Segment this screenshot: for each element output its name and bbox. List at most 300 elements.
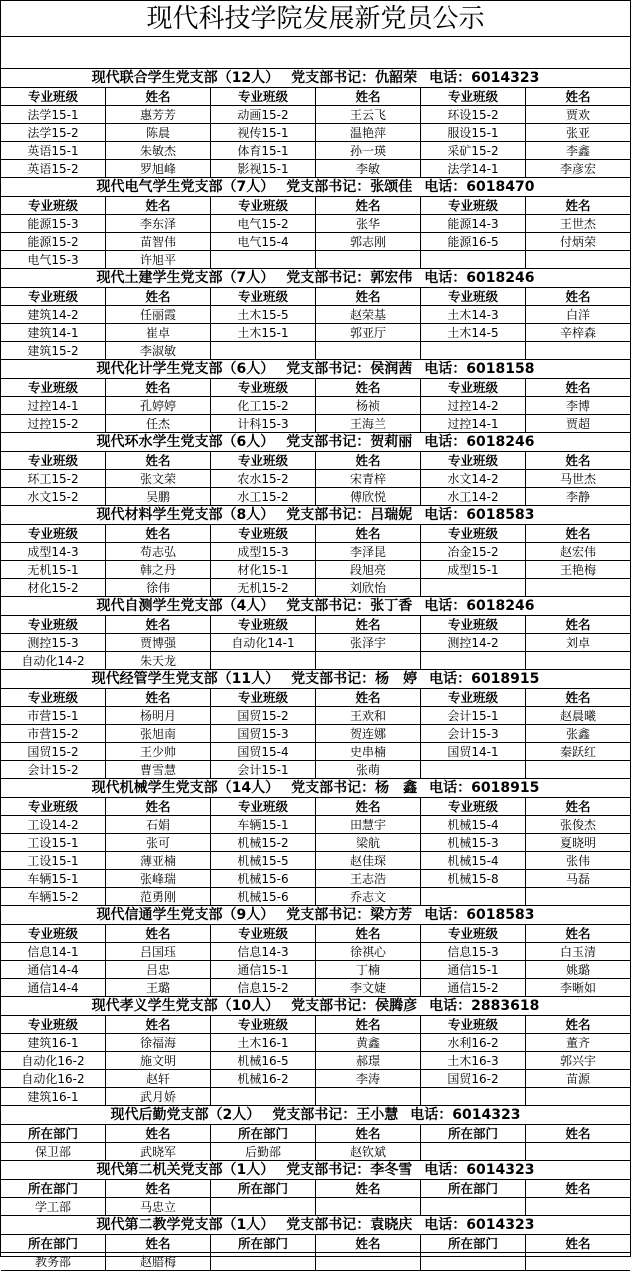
cell-name	[526, 251, 630, 269]
cell-name: 史串楠	[316, 743, 421, 761]
cell-name: 张伟	[565, 854, 590, 868]
column-header-name: 姓名	[316, 379, 421, 397]
column-header-row	[1, 525, 630, 543]
cell-name: 惠芳芳	[106, 106, 211, 124]
column-header-class: 专业班级	[211, 925, 316, 943]
cell-name	[316, 251, 421, 269]
cell-name: 董齐	[565, 1036, 590, 1050]
branch-secretary: 党支部书记：王小慧	[272, 1107, 399, 1123]
column-header-class: 专业班级	[1, 1016, 106, 1034]
cell-class: 工设14-2	[1, 816, 106, 834]
cell-class: 机械16-2	[211, 1070, 316, 1088]
column-header-class: 专业班级	[421, 88, 526, 106]
cell-class: 建筑14-2	[1, 306, 106, 324]
column-header-name: 姓名	[316, 798, 421, 816]
cell-class	[421, 1143, 526, 1161]
cell-name: 苗源	[565, 1072, 590, 1086]
branch-phone: 电话：2883618	[429, 998, 540, 1014]
cell-class: 通信15-1	[421, 961, 526, 979]
branch-secretary: 党支部书记：仇韶荣	[291, 70, 418, 86]
cell-name: 贾欢	[565, 108, 590, 122]
column-header-name: 姓名	[106, 1016, 211, 1034]
branch-name: 现代化计学生党支部（6人）	[96, 361, 275, 377]
cell-class: 英语15-2	[1, 160, 106, 178]
table-row	[1, 707, 630, 725]
cell-name: 武晓军	[106, 1143, 211, 1161]
column-header-name: 姓名	[316, 88, 421, 106]
cell-class: 国贸14-1	[421, 743, 526, 761]
cell-class: 信息14-3	[211, 943, 316, 961]
column-header-class: 专业班级	[1, 288, 106, 306]
table-row	[1, 579, 630, 597]
cell-name	[316, 1198, 421, 1216]
cell-class	[211, 1253, 316, 1271]
cell-name: 王艳梅	[559, 563, 596, 577]
column-header-name: 姓名	[106, 925, 211, 943]
column-header-class: 专业班级	[421, 452, 526, 470]
cell-name: 张华	[316, 215, 421, 233]
column-header-row	[1, 689, 630, 707]
cell-name: 苗智伟	[106, 233, 211, 251]
cell-name: 李敏	[316, 160, 421, 178]
cell-class: 通信15-2	[421, 979, 526, 997]
table-row	[1, 342, 630, 360]
column-header-name: 姓名	[316, 197, 421, 215]
column-header-class: 专业班级	[211, 288, 316, 306]
column-header-name: 姓名	[565, 690, 591, 705]
cell-name	[526, 888, 630, 906]
cell-name: 王璐	[106, 979, 211, 997]
column-header-class: 专业班级	[211, 88, 316, 106]
column-header-row	[1, 798, 630, 816]
table-row	[1, 215, 630, 233]
branch-heading	[1, 1216, 630, 1235]
column-header-class: 专业班级	[1, 689, 106, 707]
cell-class: 环设15-2	[421, 106, 526, 124]
cell-name: 赵轩	[106, 1070, 211, 1088]
cell-class: 无机15-2	[211, 579, 316, 597]
cell-name: 张泽宇	[316, 634, 421, 652]
column-header-class: 所在部门	[211, 1125, 316, 1143]
cell-name: 温艳萍	[316, 124, 421, 142]
column-header-class: 所在部门	[211, 1180, 316, 1198]
blank-row	[1, 37, 630, 69]
table-row	[1, 106, 630, 124]
cell-class	[211, 251, 316, 269]
cell-class: 环工15-2	[1, 470, 106, 488]
cell-class: 学工部	[1, 1198, 106, 1216]
column-header-class: 专业班级	[421, 925, 526, 943]
cell-class: 建筑15-2	[1, 342, 106, 360]
cell-name: 薄亚楠	[106, 852, 211, 870]
cell-name: 田慧宇	[316, 816, 421, 834]
table-row	[1, 251, 630, 269]
column-header-name: 姓名	[316, 288, 421, 306]
branch-heading	[1, 69, 630, 88]
table-row	[1, 979, 630, 997]
column-header-name: 姓名	[316, 616, 421, 634]
branch-heading	[1, 269, 630, 288]
cell-name: 朱敏杰	[106, 142, 211, 160]
cell-class	[421, 579, 526, 597]
table-row	[1, 415, 630, 433]
cell-class: 体育15-1	[211, 142, 316, 160]
branch-phone: 电话：6018470	[424, 179, 535, 195]
cell-name: 王世杰	[559, 217, 596, 231]
column-header-class: 专业班级	[421, 1016, 526, 1034]
cell-class: 土木14-5	[421, 324, 526, 342]
branch-name: 现代联合学生党支部（12人）	[91, 70, 280, 86]
table-row	[1, 834, 630, 852]
cell-name: 宋青梓	[316, 470, 421, 488]
cell-class	[421, 1253, 526, 1271]
cell-class: 计科15-3	[211, 415, 316, 433]
column-header-class: 专业班级	[211, 689, 316, 707]
cell-class: 土木14-3	[421, 306, 526, 324]
cell-name: 张鑫	[565, 727, 590, 741]
cell-class: 采矿15-2	[421, 142, 526, 160]
branch-phone: 电话：6018246	[424, 598, 535, 614]
column-header-name: 姓名	[106, 689, 211, 707]
cell-class: 国贸16-2	[421, 1070, 526, 1088]
table-row	[1, 961, 630, 979]
branch-name: 现代第二机关党支部（1人）	[96, 1162, 275, 1178]
cell-name: 梁航	[316, 834, 421, 852]
table-row	[1, 743, 630, 761]
column-header-name: 姓名	[106, 288, 211, 306]
branch-heading	[1, 1106, 630, 1125]
branch-heading	[1, 670, 630, 689]
cell-name	[526, 579, 630, 597]
cell-name: 崔卓	[106, 324, 211, 342]
cell-name: 马世杰	[559, 472, 596, 486]
column-header-name: 姓名	[565, 1017, 591, 1032]
cell-name: 丁楠	[316, 961, 421, 979]
cell-class: 国贸15-4	[211, 743, 316, 761]
table-row	[1, 1253, 630, 1271]
column-header-row	[1, 1016, 630, 1034]
column-header-class: 专业班级	[211, 452, 316, 470]
table-row	[1, 1052, 630, 1070]
cell-class: 法学15-1	[1, 106, 106, 124]
branch-heading	[1, 597, 630, 616]
column-header-class: 专业班级	[211, 616, 316, 634]
cell-name: 朱天龙	[106, 652, 211, 670]
cell-name: 李文婕	[316, 979, 421, 997]
cell-name: 王云飞	[316, 106, 421, 124]
cell-name: 王海兰	[316, 415, 421, 433]
branch-phone: 电话：6018246	[424, 270, 535, 286]
cell-class: 冶金15-2	[421, 543, 526, 561]
column-header-class: 专业班级	[1, 452, 106, 470]
table-row	[1, 543, 630, 561]
branch-heading	[1, 506, 630, 525]
column-header-row	[1, 1180, 630, 1198]
column-header-class: 专业班级	[1, 925, 106, 943]
column-header-name: 姓名	[106, 525, 211, 543]
column-header-class: 专业班级	[1, 798, 106, 816]
column-header-class: 专业班级	[211, 197, 316, 215]
cell-class: 国贸15-2	[211, 707, 316, 725]
cell-name: 郭亚厅	[316, 324, 421, 342]
cell-class: 车辆15-2	[1, 888, 106, 906]
cell-class: 国贸15-2	[1, 743, 106, 761]
branch-phone: 电话：6014323	[424, 1162, 535, 1178]
branch-name: 现代信通学生党支部（9人）	[96, 907, 275, 923]
cell-class: 工设15-1	[1, 834, 106, 852]
cell-class: 电气15-4	[211, 233, 316, 251]
branch-phone: 电话：6014323	[410, 1107, 521, 1123]
cell-class: 信息14-1	[1, 943, 106, 961]
branch-phone: 电话：6014323	[429, 70, 540, 86]
table-row	[1, 816, 630, 834]
table-row	[1, 142, 630, 160]
table-row	[1, 561, 630, 579]
cell-name	[316, 342, 421, 360]
cell-class: 无机15-1	[1, 561, 106, 579]
column-header-name: 姓名	[565, 926, 591, 941]
branch-name: 现代经管学生党支部（11人）	[91, 671, 280, 687]
column-header-row	[1, 616, 630, 634]
branch-phone: 电话：6018158	[424, 361, 535, 377]
cell-name: 张萌	[316, 761, 421, 779]
cell-class: 自动化16-2	[1, 1070, 106, 1088]
column-header-name: 姓名	[106, 616, 211, 634]
cell-class: 通信14-4	[1, 961, 106, 979]
cell-class: 过控14-1	[1, 397, 106, 415]
column-header-name: 姓名	[565, 198, 591, 213]
cell-name: 段旭亮	[316, 561, 421, 579]
cell-name	[526, 1143, 630, 1161]
table-row	[1, 1034, 630, 1052]
cell-name: 吕忠	[106, 961, 211, 979]
cell-name: 李淑敏	[106, 342, 211, 360]
cell-class	[421, 1088, 526, 1106]
cell-class	[421, 652, 526, 670]
table-row	[1, 634, 630, 652]
branch-secretary: 党支部书记：张颂佳	[286, 179, 413, 195]
cell-name: 李鑫	[565, 144, 590, 158]
cell-name: 郝璟	[316, 1052, 421, 1070]
cell-name	[526, 342, 630, 360]
cell-name: 李博	[565, 399, 590, 413]
cell-class: 法学15-2	[1, 124, 106, 142]
branch-name: 现代土建学生党支部（7人）	[96, 270, 275, 286]
column-header-row	[1, 379, 630, 397]
column-header-name: 姓名	[565, 1181, 591, 1196]
column-header-class: 专业班级	[1, 88, 106, 106]
cell-class: 动画15-2	[211, 106, 316, 124]
cell-name: 许旭平	[106, 251, 211, 269]
column-header-name: 姓名	[565, 89, 591, 104]
column-header-name: 姓名	[316, 525, 421, 543]
branch-heading	[1, 1161, 630, 1180]
branch-heading	[1, 360, 630, 379]
cell-name: 王志浩	[316, 870, 421, 888]
column-header-name: 姓名	[106, 197, 211, 215]
cell-name: 李涛	[316, 1070, 421, 1088]
column-header-class: 专业班级	[421, 379, 526, 397]
branch-phone: 电话：6018583	[424, 907, 535, 923]
table-row	[1, 870, 630, 888]
cell-class: 市营15-2	[1, 725, 106, 743]
column-header-class: 专业班级	[421, 525, 526, 543]
cell-name: 张文荣	[106, 470, 211, 488]
cell-name: 李彦宏	[559, 162, 596, 176]
cell-name	[526, 1198, 630, 1216]
cell-name: 贾博强	[106, 634, 211, 652]
table-row	[1, 470, 630, 488]
cell-name: 陈晨	[106, 124, 211, 142]
cell-class	[421, 761, 526, 779]
cell-name: 张峰瑞	[106, 870, 211, 888]
cell-class: 视传15-1	[211, 124, 316, 142]
branch-secretary: 党支部书记：袁晓庆	[286, 1217, 413, 1233]
column-header-class: 专业班级	[1, 379, 106, 397]
column-header-name: 姓名	[565, 526, 591, 541]
cell-name: 施文明	[106, 1052, 211, 1070]
column-header-class: 专业班级	[1, 197, 106, 215]
table-row	[1, 233, 630, 251]
cell-name: 王欢和	[316, 707, 421, 725]
cell-name: 夏晓明	[559, 836, 596, 850]
cell-class	[421, 251, 526, 269]
table-row	[1, 1198, 630, 1216]
cell-class: 建筑16-1	[1, 1034, 106, 1052]
cell-class: 测控15-3	[1, 634, 106, 652]
cell-class: 水工15-2	[211, 488, 316, 506]
column-header-class: 所在部门	[421, 1180, 526, 1198]
column-header-name: 姓名	[565, 617, 591, 632]
table-row	[1, 1088, 630, 1106]
column-header-row	[1, 452, 630, 470]
cell-name: 赵钦斌	[316, 1143, 421, 1161]
column-header-name: 姓名	[106, 88, 211, 106]
cell-class: 电气15-3	[1, 251, 106, 269]
cell-name: 黄鑫	[316, 1034, 421, 1052]
column-header-name: 姓名	[316, 689, 421, 707]
column-header-class: 所在部门	[211, 1235, 316, 1253]
cell-class: 土木16-1	[211, 1034, 316, 1052]
table-row	[1, 761, 630, 779]
page-title: 现代科技学院发展新党员公示	[1, 1, 630, 37]
cell-class: 水文14-2	[421, 470, 526, 488]
cell-name: 贺连娜	[316, 725, 421, 743]
cell-class	[211, 342, 316, 360]
table-row	[1, 652, 630, 670]
column-header-class: 所在部门	[421, 1235, 526, 1253]
table-row	[1, 1070, 630, 1088]
cell-name: 马忠立	[106, 1198, 211, 1216]
column-header-name: 姓名	[106, 798, 211, 816]
cell-class: 机械15-8	[421, 870, 526, 888]
table-row	[1, 725, 630, 743]
cell-class: 水工14-2	[421, 488, 526, 506]
column-header-class: 所在部门	[1, 1235, 106, 1253]
cell-class: 会计15-1	[211, 761, 316, 779]
cell-name: 刘卓	[565, 636, 590, 650]
cell-class: 机械15-5	[211, 852, 316, 870]
column-header-name: 姓名	[316, 1180, 421, 1198]
cell-name: 王少帅	[106, 743, 211, 761]
branch-heading	[1, 779, 630, 798]
cell-name: 乔志文	[316, 888, 421, 906]
cell-class: 能源15-3	[1, 215, 106, 233]
cell-class	[211, 652, 316, 670]
cell-name: 孙一瑛	[316, 142, 421, 160]
cell-class: 市营15-1	[1, 707, 106, 725]
column-header-row	[1, 288, 630, 306]
cell-name: 付炳荣	[559, 235, 596, 249]
cell-name: 张旭南	[106, 725, 211, 743]
cell-class: 通信15-1	[211, 961, 316, 979]
cell-class: 机械16-5	[211, 1052, 316, 1070]
cell-name: 辛梓森	[559, 326, 596, 340]
branch-secretary: 党支部书记：张丁香	[286, 598, 413, 614]
cell-class: 机械15-6	[211, 870, 316, 888]
cell-class: 教务部	[1, 1253, 106, 1271]
cell-class: 成型15-1	[421, 561, 526, 579]
cell-class: 土木15-5	[211, 306, 316, 324]
branch-phone: 电话：6018915	[429, 671, 540, 687]
cell-class: 建筑16-1	[1, 1088, 106, 1106]
cell-name: 范勇刚	[106, 888, 211, 906]
cell-class: 会计15-3	[421, 725, 526, 743]
table-row	[1, 306, 630, 324]
cell-name	[316, 1253, 421, 1271]
column-header-name: 姓名	[106, 1125, 211, 1143]
cell-name: 武月娇	[106, 1088, 211, 1106]
cell-name: 赵晨曦	[559, 709, 596, 723]
cell-name	[526, 1088, 630, 1106]
column-header-name: 姓名	[106, 452, 211, 470]
branch-secretary: 党支部书记：郭宏伟	[286, 270, 413, 286]
branch-name: 现代第二教学党支部（1人）	[96, 1217, 275, 1233]
column-header-class: 专业班级	[211, 798, 316, 816]
cell-name: 罗旭峰	[106, 160, 211, 178]
cell-name: 苟志弘	[106, 543, 211, 561]
cell-name: 赵荣基	[316, 306, 421, 324]
column-header-class: 专业班级	[211, 525, 316, 543]
cell-class: 水利16-2	[421, 1034, 526, 1052]
cell-class	[211, 1198, 316, 1216]
cell-name: 孔婷婷	[106, 397, 211, 415]
column-header-name: 姓名	[106, 1235, 211, 1253]
cell-class: 成型15-3	[211, 543, 316, 561]
cell-class	[421, 342, 526, 360]
cell-class: 国贸15-3	[211, 725, 316, 743]
cell-name: 秦跃红	[559, 745, 596, 759]
cell-class: 自动化14-2	[1, 652, 106, 670]
column-header-name: 姓名	[565, 453, 591, 468]
cell-class	[421, 1198, 526, 1216]
column-header-name: 姓名	[565, 1236, 591, 1251]
cell-name: 李晰如	[559, 981, 596, 995]
cell-class	[421, 888, 526, 906]
cell-name: 徐祺心	[316, 943, 421, 961]
cell-class: 化工15-2	[211, 397, 316, 415]
cell-class: 机械15-4	[421, 852, 526, 870]
cell-class: 材化15-1	[211, 561, 316, 579]
cell-name: 郭兴宇	[559, 1054, 596, 1068]
cell-name: 吴鹏	[106, 488, 211, 506]
branch-name: 现代自测学生党支部（4人）	[96, 598, 275, 614]
table-row	[1, 324, 630, 342]
cell-class: 车辆15-1	[211, 816, 316, 834]
column-header-name: 姓名	[316, 452, 421, 470]
branch-name: 现代环水学生党支部（6人）	[96, 434, 275, 450]
branch-secretary: 党支部书记：贺莉丽	[286, 434, 413, 450]
